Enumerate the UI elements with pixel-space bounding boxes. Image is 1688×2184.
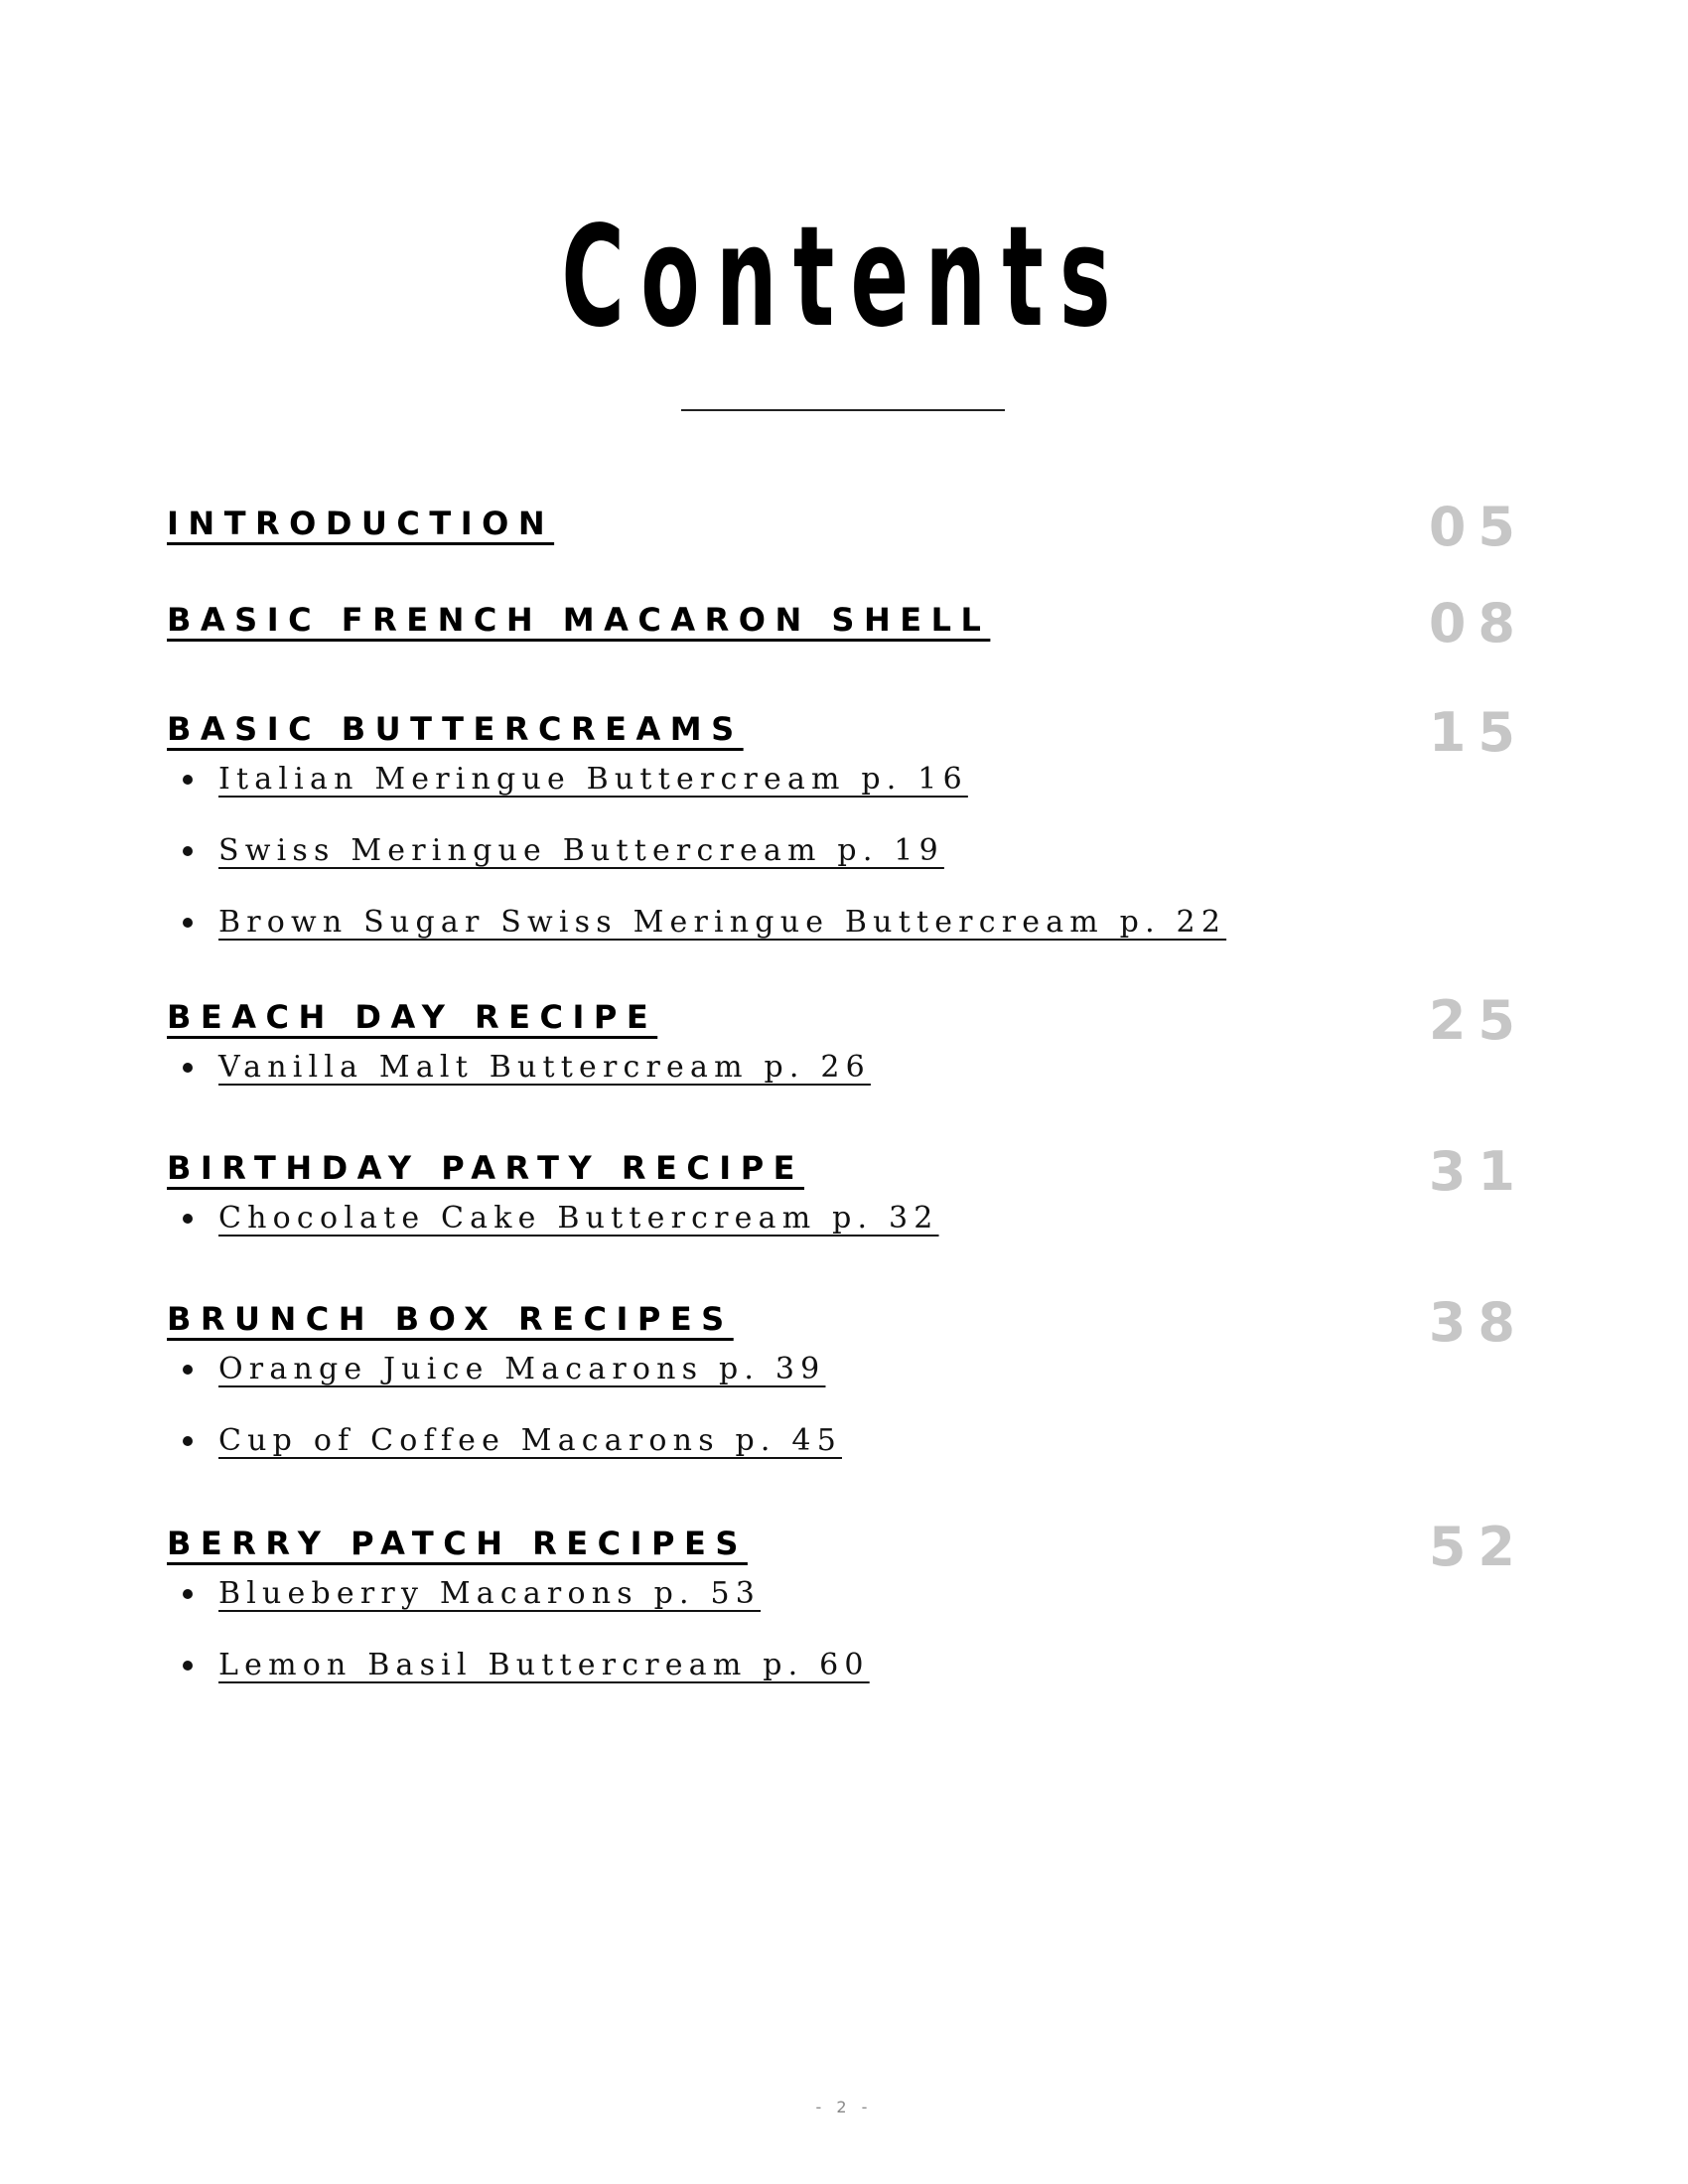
bullet-icon: [183, 1214, 193, 1224]
section-heading[interactable]: BIRTHDAY PARTY RECIPE: [167, 1149, 805, 1187]
sub-recipe-link[interactable]: Swiss Meringue Buttercream p. 19: [218, 833, 944, 868]
bullet-icon: [183, 1436, 193, 1446]
sub-recipe-list: [167, 751, 1527, 965]
sub-recipe-link[interactable]: Blueberry Macarons p. 53: [218, 1576, 762, 1611]
page-title: Contents: [561, 197, 1127, 359]
sub-recipe-link[interactable]: Italian Meringue Buttercream p. 16: [218, 762, 968, 797]
section-page-number: 38: [1428, 1291, 1527, 1354]
bullet-icon: [183, 1661, 193, 1671]
list-item: [167, 1412, 1527, 1484]
section-heading[interactable]: INTRODUCTION: [167, 505, 555, 542]
toc-section-basic-buttercreams: [167, 701, 1527, 965]
list-item: [167, 894, 1527, 965]
sub-recipe-link[interactable]: Lemon Basil Buttercream p. 60: [218, 1648, 870, 1682]
toc-section-brunch-box-recipes: [167, 1291, 1527, 1484]
sub-recipe-list: [167, 1565, 1527, 1708]
page-number-footer: - 2 -: [815, 2098, 873, 2116]
title-divider: [681, 409, 1005, 411]
sub-recipe-link[interactable]: Brown Sugar Swiss Meringue Buttercream p. 22: [218, 905, 1227, 940]
bullet-icon: [183, 1365, 193, 1375]
section-page-number: 31: [1428, 1140, 1527, 1203]
section-heading[interactable]: BEACH DAY RECIPE: [167, 998, 658, 1036]
bullet-icon: [183, 846, 193, 856]
bullet-icon: [183, 1063, 193, 1073]
section-heading[interactable]: BASIC BUTTERCREAMS: [167, 710, 744, 748]
sub-recipe-link[interactable]: Cup of Coffee Macarons p. 45: [218, 1423, 842, 1458]
list-item: [167, 751, 1527, 822]
section-heading[interactable]: BRUNCH BOX RECIPES: [167, 1300, 734, 1338]
toc-section-beach-day-recipe: [167, 989, 1527, 1110]
sub-recipe-list: [167, 1190, 1527, 1261]
sub-recipe-link[interactable]: Orange Juice Macarons p. 39: [218, 1352, 826, 1386]
section-page-number: 08: [1428, 592, 1527, 655]
section-page-number: 05: [1428, 496, 1527, 558]
list-item: [167, 1039, 1527, 1110]
section-page-number: 25: [1428, 989, 1527, 1052]
toc-section-introduction: [167, 496, 1527, 558]
sub-recipe-link[interactable]: Chocolate Cake Buttercream p. 32: [218, 1201, 939, 1236]
section-heading[interactable]: BASIC FRENCH MACARON SHELL: [167, 601, 991, 639]
sub-recipe-list: [167, 1039, 1527, 1110]
toc-section-birthday-party-recipe: [167, 1140, 1527, 1261]
sub-recipe-list: [167, 1341, 1527, 1484]
bullet-icon: [183, 918, 193, 928]
bullet-icon: [183, 775, 193, 785]
list-item: [167, 1565, 1527, 1637]
section-page-number: 15: [1428, 701, 1527, 764]
toc-section-basic-french-macaron-shell: [167, 592, 1527, 655]
list-item: [167, 822, 1527, 894]
list-item: [167, 1190, 1527, 1261]
toc-section-berry-patch-recipes: [167, 1516, 1527, 1708]
list-item: [167, 1341, 1527, 1412]
sub-recipe-link[interactable]: Vanilla Malt Buttercream p. 26: [218, 1050, 871, 1085]
bullet-icon: [183, 1589, 193, 1599]
list-item: [167, 1637, 1527, 1708]
section-page-number: 52: [1428, 1516, 1527, 1578]
section-heading[interactable]: BERRY PATCH RECIPES: [167, 1525, 748, 1562]
